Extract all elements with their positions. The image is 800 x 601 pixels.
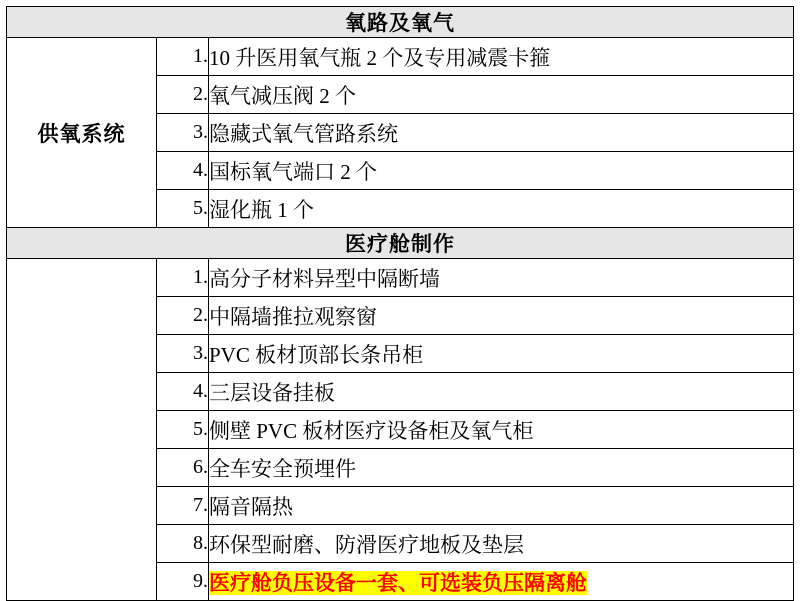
row-number: 6. xyxy=(157,449,209,487)
row-item: 三层设备挂板 xyxy=(209,373,794,411)
row-item: 全车安全预埋件 xyxy=(209,449,794,487)
specification-table xyxy=(6,6,794,601)
row-number: 7. xyxy=(157,487,209,525)
row-item: 环保型耐磨、防滑医疗地板及垫层 xyxy=(209,525,794,563)
row-item: 氧气减压阀 2 个 xyxy=(209,76,794,114)
row-item-highlighted xyxy=(209,563,794,601)
section-header-medical-cabin: 医疗舱制作 xyxy=(7,228,794,259)
group-label-oxygen-system: 供氧系统 xyxy=(7,38,157,228)
row-number: 9. xyxy=(157,563,209,601)
row-item: PVC 板材顶部长条吊柜 xyxy=(209,335,794,373)
row-number: 3. xyxy=(157,335,209,373)
section-header-row xyxy=(7,228,794,259)
row-number: 4. xyxy=(157,373,209,411)
table-row xyxy=(7,259,794,297)
row-item: 国标氧气端口 2 个 xyxy=(209,152,794,190)
table-row xyxy=(7,38,794,76)
row-item: 10 升医用氧气瓶 2 个及专用减震卡箍 xyxy=(209,38,794,76)
row-item: 隔音隔热 xyxy=(209,487,794,525)
row-number: 2. xyxy=(157,297,209,335)
row-item: 中隔墙推拉观察窗 xyxy=(209,297,794,335)
section-header-row xyxy=(7,7,794,38)
row-number: 5. xyxy=(157,190,209,228)
row-number: 3. xyxy=(157,114,209,152)
row-item: 侧壁 PVC 板材医疗设备柜及氧气柜 xyxy=(209,411,794,449)
row-number: 2. xyxy=(157,76,209,114)
row-item: 高分子材料异型中隔断墙 xyxy=(209,259,794,297)
row-item: 湿化瓶 1 个 xyxy=(209,190,794,228)
highlighted-text: 医疗舱负压设备一套、可选装负压隔离舱 xyxy=(209,570,587,595)
section-header-oxygen: 氧路及氧气 xyxy=(7,7,794,38)
row-number: 4. xyxy=(157,152,209,190)
row-number: 5. xyxy=(157,411,209,449)
group-label-medical-cabin xyxy=(7,259,157,601)
table-body xyxy=(7,7,794,601)
row-number: 1. xyxy=(157,38,209,76)
row-number: 1. xyxy=(157,259,209,297)
row-number: 8. xyxy=(157,525,209,563)
row-item: 隐藏式氧气管路系统 xyxy=(209,114,794,152)
